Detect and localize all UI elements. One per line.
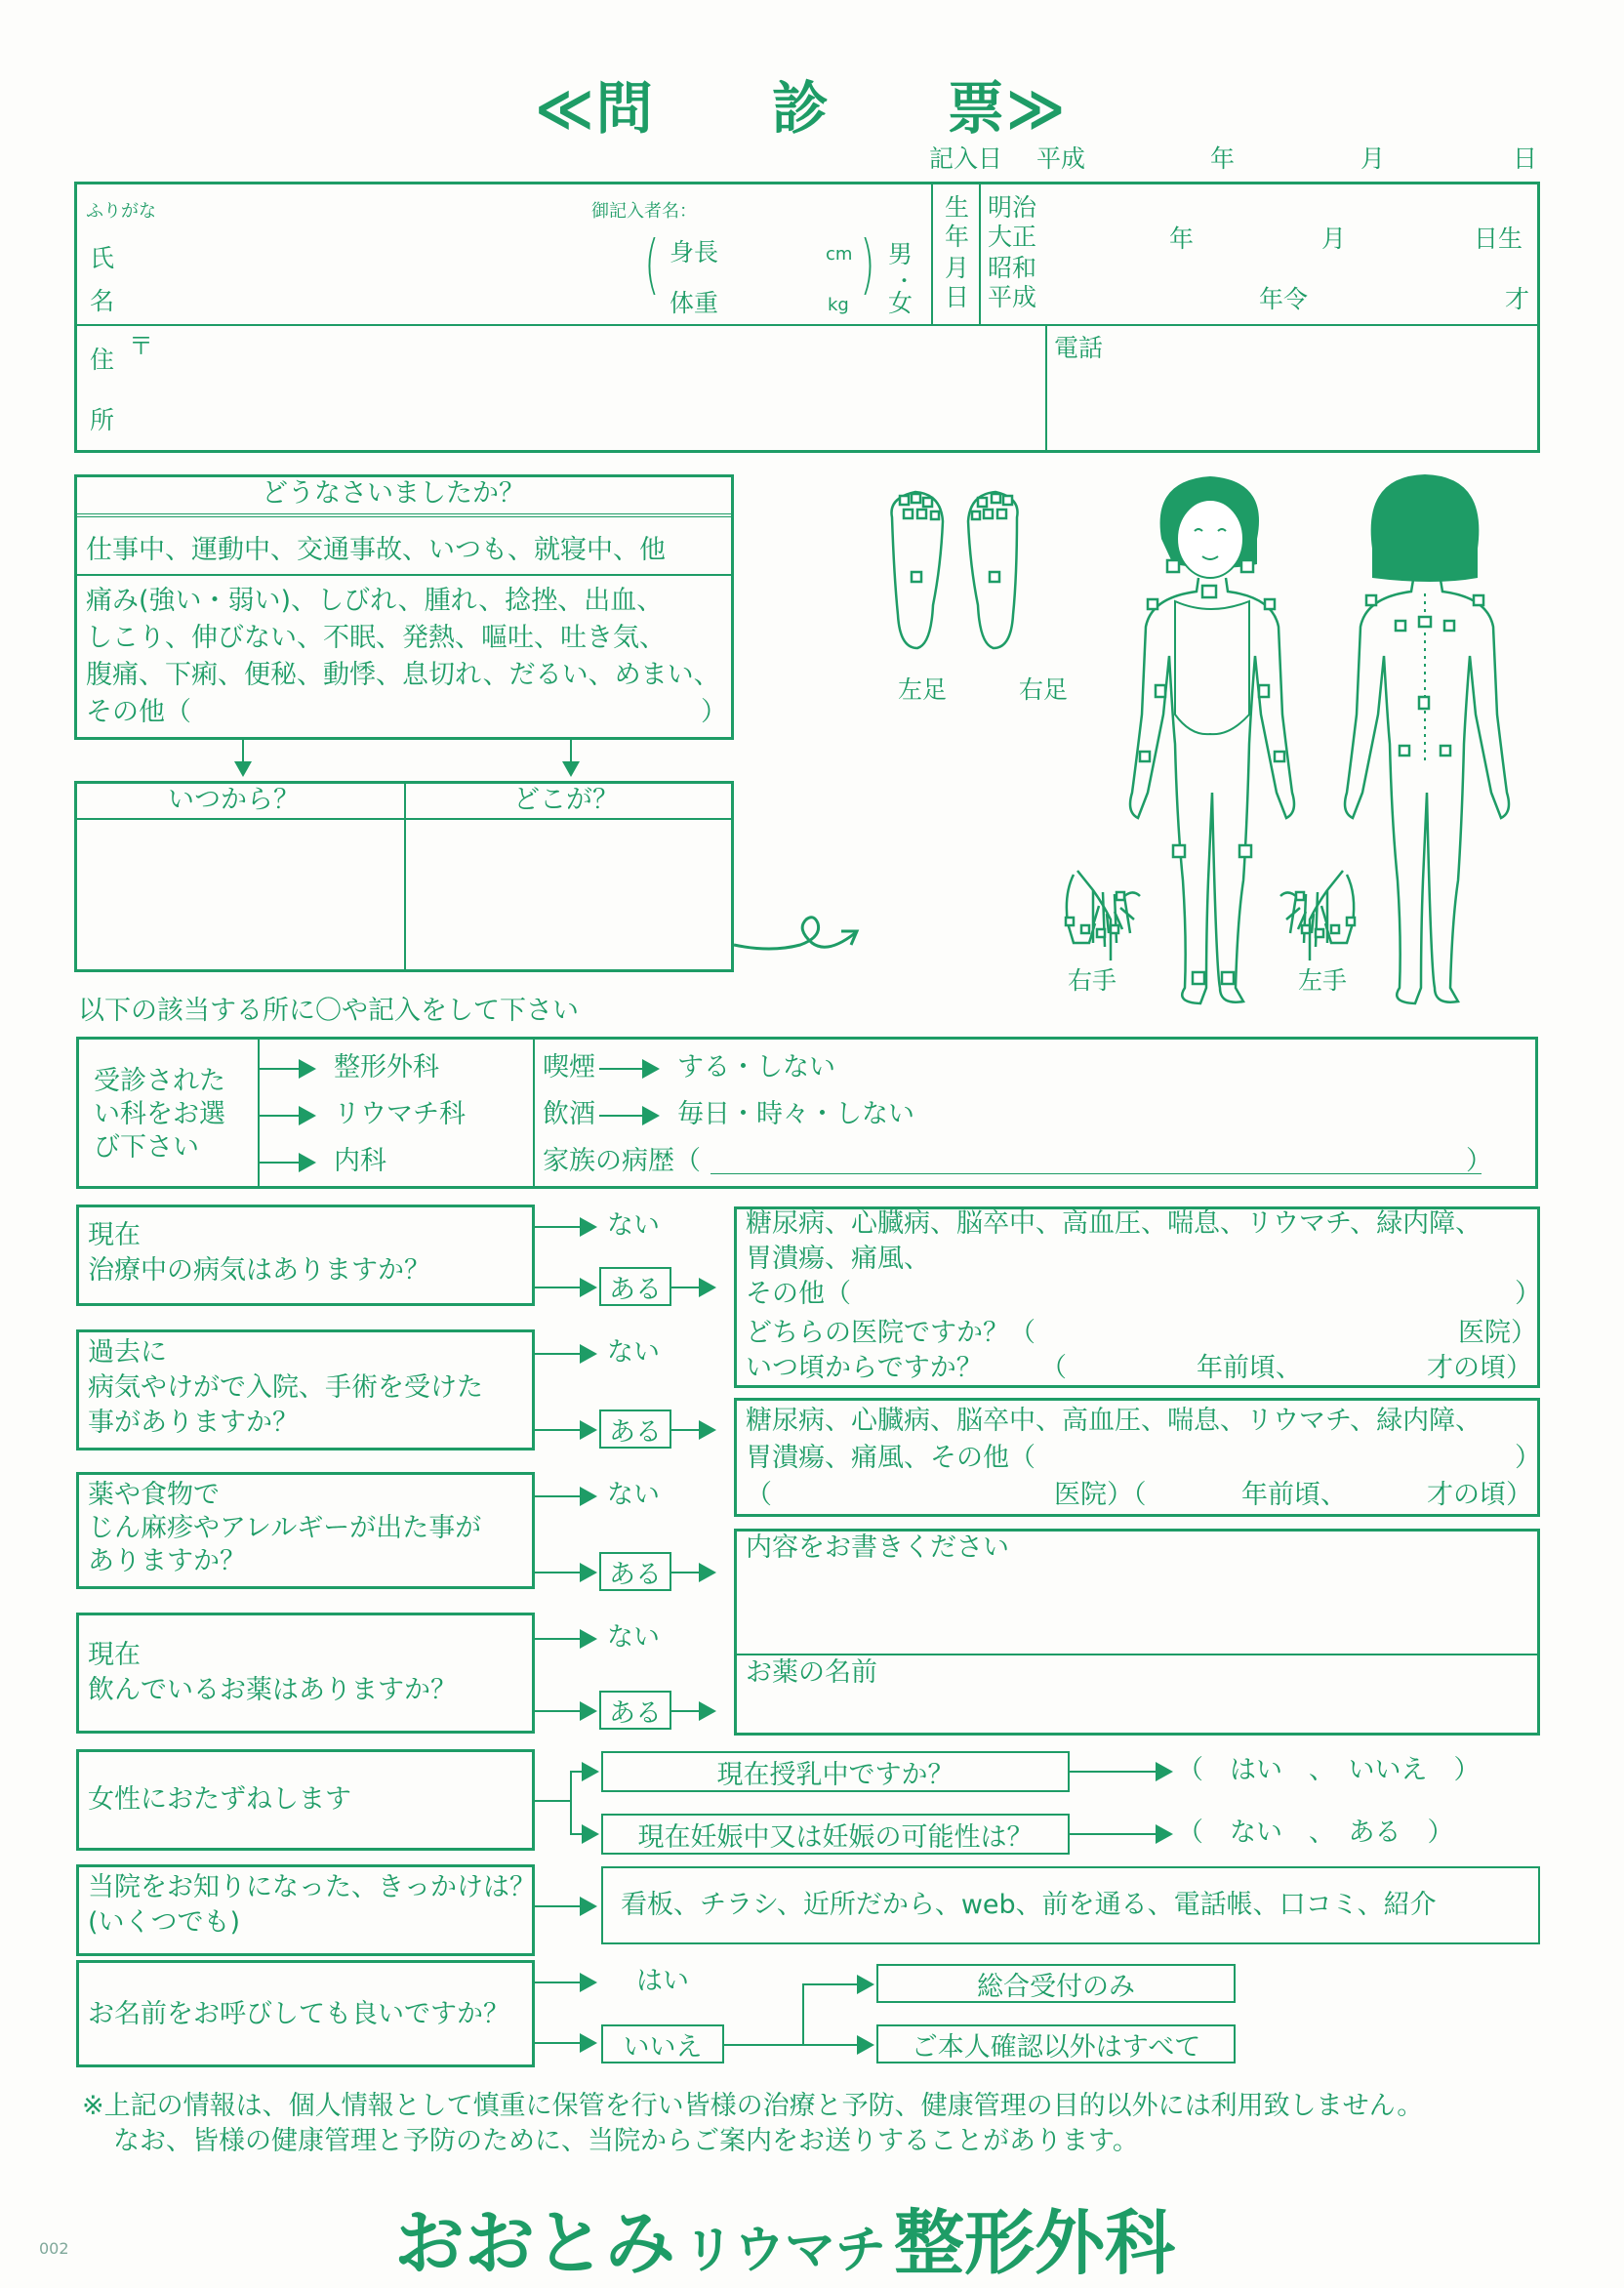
- drinking-label: 飲酒: [543, 1099, 595, 1129]
- q-meds-line-2: 飲んでいるお薬はありますか？: [88, 1675, 457, 1705]
- ans-past-age: 才の頃）: [1427, 1480, 1532, 1510]
- birth-label-1: 生: [945, 193, 970, 222]
- age-label: 年令: [1259, 285, 1309, 313]
- ans-current-age: 才の頃）: [1427, 1353, 1532, 1383]
- q-meds-line-1: 現在: [88, 1640, 141, 1670]
- dept-question-2: い科をお選: [94, 1099, 225, 1129]
- ans-current-paren: （: [1040, 1353, 1067, 1383]
- q-past-line-1: 過去に: [88, 1337, 167, 1368]
- entry-date-year: 年: [1210, 144, 1236, 173]
- ans-allergy-label: 内容をお書きください: [746, 1532, 1009, 1563]
- where-heading: どこが？: [513, 785, 619, 815]
- q-allergy-line-1: 薬や食物で: [88, 1480, 220, 1510]
- family-history-close: ）: [1466, 1146, 1492, 1176]
- call-no[interactable]: いいえ: [601, 2024, 724, 2063]
- ans-past-line-2[interactable]: 胃潰瘍、痛風、その他（: [746, 1443, 1035, 1473]
- page-title: ≪問 診 票≫: [535, 75, 1068, 142]
- dept-rheumatology[interactable]: リウマチ科: [334, 1099, 466, 1129]
- q-past-no[interactable]: ない: [607, 1337, 660, 1368]
- q-meds-yes[interactable]: ある: [599, 1691, 671, 1730]
- since-heading: いつから？: [168, 785, 300, 815]
- call-option-all[interactable]: ご本人確認以外はすべて: [876, 2024, 1236, 2063]
- referral-options[interactable]: 看板、チラシ、近所だから、web、前を通る、電話帳、口コミ、紹介: [621, 1890, 1437, 1920]
- q-current-line-1: 現在: [88, 1220, 141, 1250]
- ans-past-close: ）: [1515, 1443, 1541, 1473]
- ans-current-line-2[interactable]: 胃潰瘍、痛風、: [746, 1244, 930, 1274]
- nursing-answer[interactable]: （ はい 、 いいえ ）: [1177, 1755, 1481, 1785]
- symptom-other-close: ）: [701, 697, 727, 727]
- q-current-no[interactable]: ない: [607, 1210, 660, 1241]
- ans-current-other-close: ）: [1515, 1279, 1541, 1309]
- symptom-line-1[interactable]: 痛み(強い・弱い)、しびれ、腫れ、捻挫、出血、: [86, 586, 664, 616]
- call-question: お名前をお呼びしても良いですか？: [88, 1999, 509, 2029]
- q-past-line-3: 事がありますか？: [88, 1408, 299, 1438]
- age-unit: 才: [1505, 285, 1530, 313]
- pregnant-question: 現在妊娠中又は妊娠の可能性は？: [601, 1814, 1070, 1855]
- symptoms-heading: どうなさいましたか？: [262, 478, 525, 509]
- ans-current-other[interactable]: その他（: [746, 1279, 851, 1309]
- women-question: 女性におたずねします: [88, 1784, 351, 1815]
- left-foot-label: 左足: [898, 675, 948, 704]
- page-number: 002: [39, 2239, 69, 2258]
- entry-date-month: 月: [1360, 144, 1386, 173]
- sex-male[interactable]: 男: [888, 240, 914, 268]
- clinic-name-2: リウマチ: [683, 2222, 887, 2280]
- since-field[interactable]: [78, 822, 400, 968]
- q-current-yes[interactable]: ある: [599, 1267, 671, 1306]
- right-hand-label: 右手: [1068, 966, 1117, 995]
- dept-internal[interactable]: 内科: [334, 1146, 386, 1176]
- q-past-line-2: 病気やけがで入院、手術を受けた: [88, 1372, 483, 1403]
- referral-line-1: 当院をお知りになった、きっかけは？: [88, 1872, 536, 1902]
- family-history-label: 家族の病歴（: [543, 1146, 701, 1176]
- ans-past-years-ago: 年前頃、: [1241, 1480, 1347, 1510]
- ans-current-since-q: いつ頃からですか？: [746, 1353, 983, 1383]
- swirl-arrow-icon: [732, 898, 869, 966]
- drinking-answer[interactable]: 毎日・時々・しない: [677, 1099, 914, 1129]
- q-allergy-line-2: じん麻疹やアレルギーが出た事が: [88, 1513, 482, 1543]
- dept-question-3: び下さい: [94, 1132, 199, 1163]
- birth-label-3: 月: [945, 254, 970, 282]
- birth-label-2: 年: [945, 223, 970, 251]
- name-label-1: 氏: [90, 244, 115, 272]
- sex-female[interactable]: 女: [888, 289, 914, 317]
- ans-current-line-1[interactable]: 糖尿病、心臓病、脳卒中、高血圧、喘息、リウマチ、緑内障、: [746, 1208, 1482, 1239]
- era-meiji[interactable]: 明治: [988, 193, 1037, 222]
- birth-month: 月: [1321, 225, 1347, 253]
- symptom-other[interactable]: その他（: [86, 697, 191, 727]
- furigana-label: ふりがな: [86, 201, 156, 222]
- cause-options[interactable]: 仕事中、運動中、交通事故、いつも、就寝中、他: [86, 535, 666, 565]
- pregnant-answer[interactable]: （ ない 、 ある ）: [1177, 1818, 1454, 1848]
- era-taisho[interactable]: 大正: [988, 223, 1037, 251]
- era-showa[interactable]: 昭和: [988, 254, 1037, 282]
- entry-date-day: 日: [1513, 144, 1538, 173]
- ans-current-years-ago: 年前頃、: [1197, 1353, 1302, 1383]
- instruction-text: 以下の該当する所に〇や記入をして下さい: [78, 996, 579, 1026]
- q-current-line-2: 治療中の病気はありますか？: [88, 1255, 430, 1286]
- birth-day: 日生: [1474, 225, 1523, 253]
- ans-past-paren: （: [746, 1480, 772, 1510]
- q-allergy-line-3: ありますか？: [88, 1546, 246, 1576]
- height-unit: cm: [826, 244, 853, 265]
- symptom-line-2[interactable]: しこり、伸びない、不眠、発熱、嘔吐、吐き気、: [86, 623, 666, 653]
- q-meds-box: [76, 1613, 535, 1734]
- smoking-answer[interactable]: する・しない: [677, 1052, 835, 1083]
- left-hand-label: 左手: [1298, 966, 1348, 995]
- call-option-reception[interactable]: 総合受付のみ: [876, 1964, 1236, 2003]
- q-allergy-yes[interactable]: ある: [599, 1552, 671, 1591]
- writer-label: 御記入者名：: [591, 201, 697, 222]
- smoking-label: 喫煙: [543, 1052, 595, 1083]
- weight-label: 体重: [670, 289, 719, 317]
- q-past-yes[interactable]: ある: [599, 1410, 671, 1449]
- q-allergy-no[interactable]: ない: [607, 1480, 660, 1510]
- height-label: 身長: [670, 238, 719, 266]
- address-label-1: 住: [90, 346, 115, 374]
- ans-current-hospital: 医院）: [1458, 1318, 1537, 1348]
- phone-label: 電話: [1054, 334, 1104, 362]
- clinic-name: [394, 2186, 1175, 2288]
- call-yes[interactable]: はい: [636, 1966, 689, 1996]
- nursing-question: 現在授乳中ですか？: [601, 1751, 1070, 1792]
- ans-current-hospital-q: どちらの医院ですか？（: [746, 1318, 1035, 1348]
- name-label-2: 名: [90, 287, 115, 315]
- paren-open: (: [644, 226, 660, 302]
- q-meds-no[interactable]: ない: [607, 1622, 660, 1653]
- ans-past-line-1[interactable]: 糖尿病、心臓病、脳卒中、高血圧、喘息、リウマチ、緑内障、: [746, 1406, 1482, 1436]
- notice-line-1: ※上記の情報は、個人情報として慎重に保管を行い皆様の治療と予防、健康管理の目的以外には利用致しません。: [82, 2091, 1424, 2121]
- clinic-name-1: おおとみ: [394, 2202, 676, 2284]
- left-hand-diagram: [1259, 836, 1366, 962]
- referral-line-2: (いくつでも): [88, 1907, 241, 1938]
- birth-year: 年: [1169, 225, 1195, 253]
- sex-dot: ・: [894, 269, 914, 293]
- postal-mark: 〒: [129, 332, 154, 360]
- right-foot-label: 右足: [1019, 675, 1069, 704]
- symptom-line-3[interactable]: 腹痛、下痢、便秘、動悸、息切れ、だるい、めまい、: [86, 660, 720, 690]
- notice-line-2: なお、皆様の健康管理と予防のために、当院からご案内をお送りすることがあります。: [113, 2126, 1139, 2156]
- entry-date-label: 記入日: [929, 144, 1003, 173]
- ans-past-hospital: 医院）（: [1054, 1480, 1147, 1510]
- where-field[interactable]: [408, 822, 730, 968]
- dept-question-1: 受診された: [94, 1066, 225, 1096]
- address-label-2: 所: [90, 406, 115, 434]
- birth-label-4: 日: [945, 283, 970, 311]
- weight-unit: kg: [828, 295, 849, 315]
- clinic-name-3: 整形外科: [894, 2202, 1176, 2284]
- dept-orthopedics[interactable]: 整形外科: [334, 1052, 439, 1083]
- entry-date-era: 平成: [1036, 144, 1086, 173]
- era-heisei[interactable]: 平成: [988, 283, 1037, 311]
- patient-info-box: [74, 182, 1540, 453]
- ans-meds-label: お薬の名前: [746, 1657, 877, 1688]
- paren-close: ): [860, 226, 875, 302]
- right-hand-diagram: [1054, 836, 1161, 962]
